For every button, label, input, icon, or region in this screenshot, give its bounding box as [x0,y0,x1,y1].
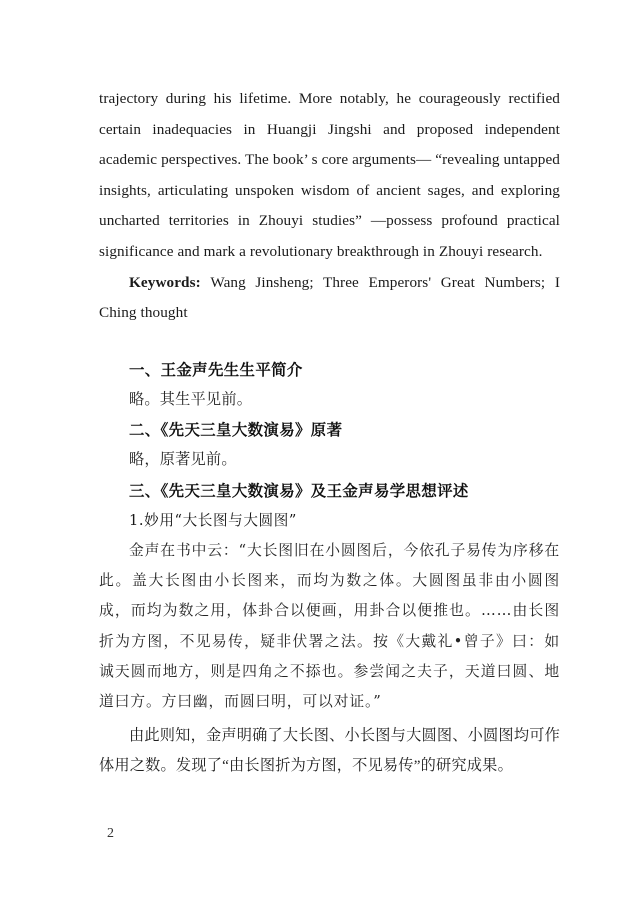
abstract-body-paragraph: trajectory during his lifetime. More notably, he courageously rectified certain inadequacies in Huangji Jingshi and proposed independent academic perspectives. The book’ s core arguments— “revealing untapped insights, articulating unspoken wisdom of ancient sages, and exploring uncharted territories in Zhouyi studies” —possess profound practical significance and mark a revolutionary breakthrough in Zhouyi research. [99,90,560,260]
section-heading-1: 一、王金声先生生平简介 [129,360,303,379]
page-number: 2 [107,826,114,841]
section-subheading-3-1: 1.妙用“大长图与大圆图” [129,511,297,529]
page-content-column [99,84,560,782]
keywords-label: Keywords: [129,273,201,291]
section-quote-3-1: 金声在书中云：“大长图旧在小圆图后，今依孔子易传为序移在此。盖大长图由小长图来，而均为数之体。大圆图虽非由小圆图成，而均为数之用，体卦合以便画，用卦合以便推也。……由长图折为方图，不见易传，疑非伏署之法。按《大戴礼•曾子》曰：如诚天圆而地方，则是四角之不掭也。参尝闻之夫子，天道曰圆、地道曰方。方曰幽，而圆曰明，可以对证。” [99,541,560,710]
section-conclusion-3-1: 由此则知，金声明确了大长图、小长图与大圆图、小圆图均可作体用之数。发现了“由长图折为方图，不见易传”的研究成果。 [99,727,560,775]
section-body-1: 略。其生平见前。 [129,390,253,408]
keywords-line [99,268,560,329]
section-gap-1 [99,329,560,355]
keywords-spacer [201,274,211,291]
section-body-2: 略，原著见前。 [129,451,237,469]
keywords-value: Wang Jinsheng; Three Emperors' Great Numbers; I Ching thought [99,273,560,322]
section-heading-2: 二、《先天三皇大数演易》原著 [129,421,343,440]
section-heading-3: 三、《先天三皇大数演易》及王金声易学思想评述 [129,481,469,500]
